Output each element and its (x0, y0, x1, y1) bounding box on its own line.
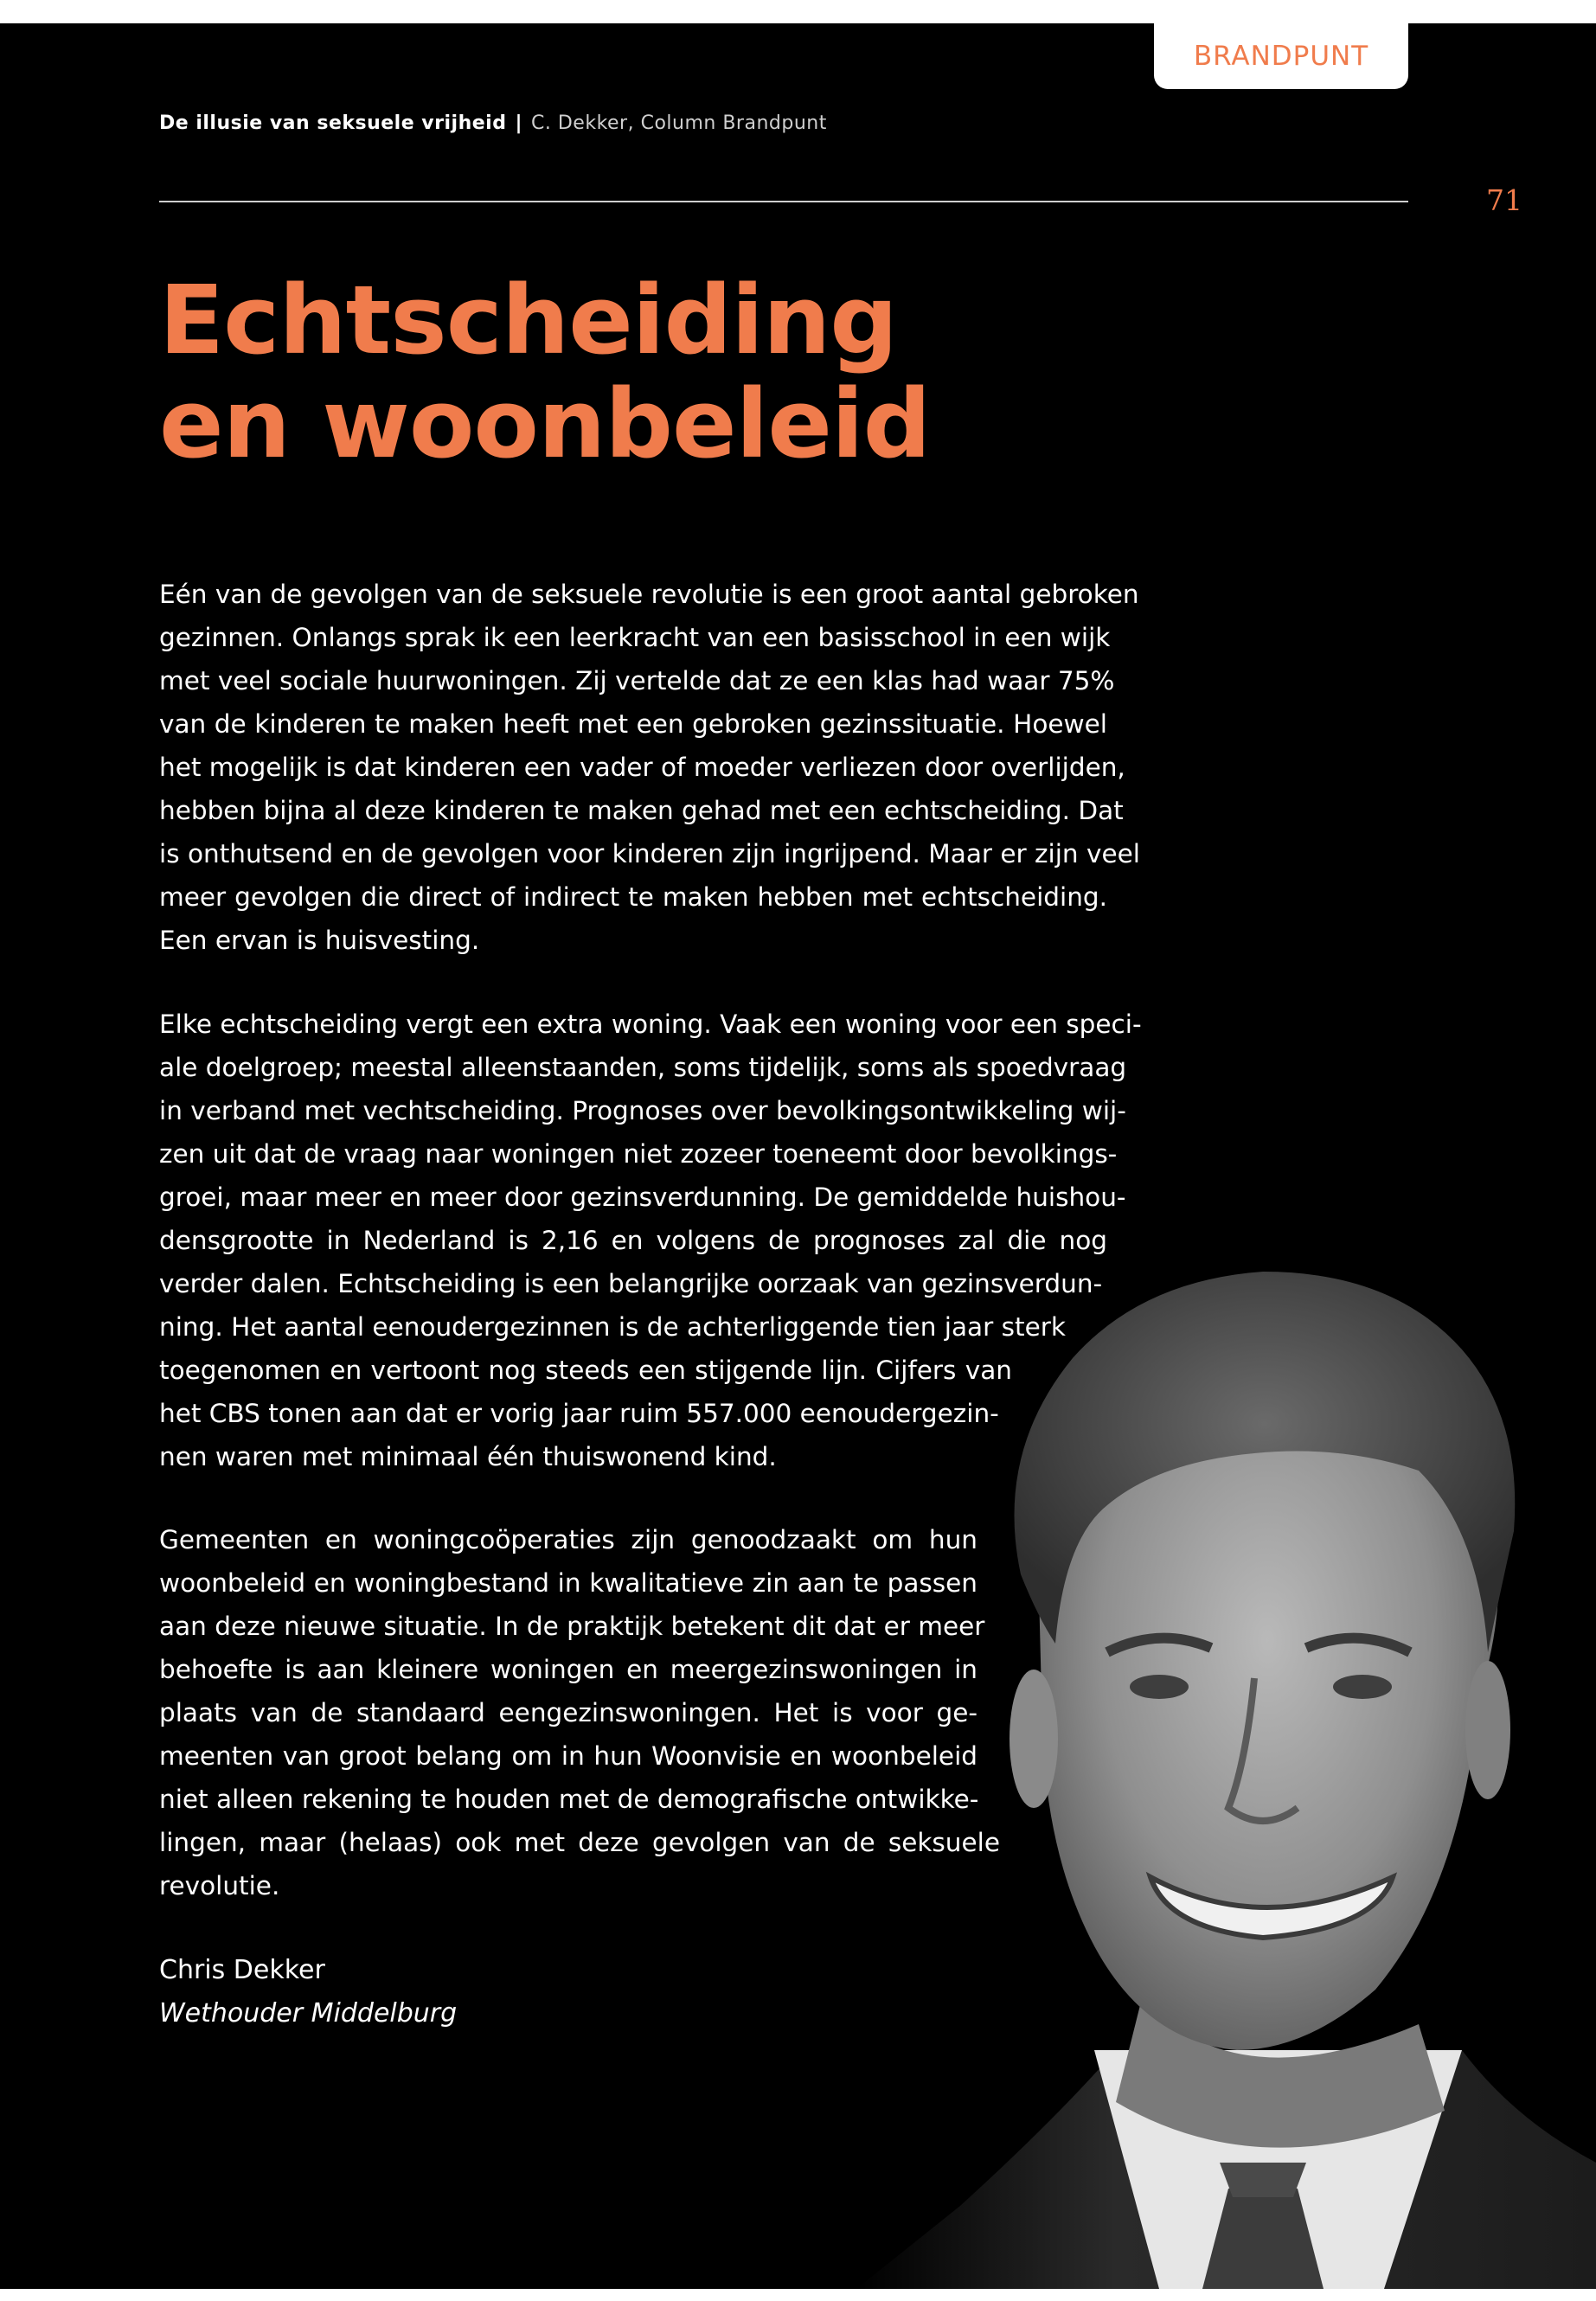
text-line: zen uit dat de vraag naar woningen niet zozeer toeneemt door bevolkings- (159, 1139, 1118, 1169)
text-line: densgrootte in Nederland is 2,16 en volgens de prognoses zal die nog (159, 1226, 1107, 1255)
article-title-line: en woonbeleid (159, 369, 931, 479)
text-line: plaats van de standaard eengezinswoningen. Het is voor ge- (159, 1698, 977, 1727)
section-tab: BRANDPUNT (1154, 23, 1408, 89)
text-line: niet alleen rekening te houden met de demografische ontwikke- (159, 1785, 979, 1814)
signature (159, 1949, 457, 2035)
text-line: gezinnen. Onlangs sprak ik een leerkracht van een basisschool in een wijk (159, 623, 1111, 652)
bottom-margin (0, 2289, 1596, 2301)
paragraph-1 (159, 573, 1140, 962)
article-title (159, 265, 931, 479)
text-line: behoefte is aan kleinere woningen en meergezinswoningen in (159, 1655, 977, 1684)
page-number: 71 (1486, 183, 1522, 217)
top-margin (0, 0, 1596, 23)
text-line: Een ervan is huisvesting. (159, 926, 480, 955)
signature-name: Chris Dekker (159, 1955, 325, 1985)
paragraph-2 (159, 1003, 1142, 1478)
text-line: met veel sociale huurwoningen. Zij vertelde dat ze een klas had waar 75% (159, 666, 1115, 695)
text-line: woonbeleid en woningbestand in kwalitatieve zin aan te passen (159, 1568, 977, 1598)
text-line: Elke echtscheiding vergt een extra woning. Vaak een woning voor een speci- (159, 1009, 1142, 1039)
article-title-line: Echtscheiding (159, 265, 898, 375)
text-line: aan deze nieuwe situatie. In de praktijk betekent dit dat er meer (159, 1612, 985, 1641)
text-line: verder dalen. Echtscheiding is een belangrijke oorzaak van gezinsverdun- (159, 1269, 1103, 1298)
text-line: ale doelgroep; meestal alleenstaanden, soms tijdelijk, soms als spoedvraag (159, 1053, 1127, 1082)
text-line: ning. Het aantal eenoudergezinnen is de achterliggende tien jaar sterk (159, 1312, 1066, 1342)
running-header-separator: | (515, 112, 522, 134)
running-header (159, 112, 827, 134)
text-line: is onthutsend en de gevolgen voor kinderen zijn ingrijpend. Maar er zijn veel (159, 839, 1140, 868)
paragraph-3 (159, 1518, 1000, 1907)
text-line: hebben bijna al deze kinderen te maken gehad met een echtscheiding. Dat (159, 796, 1124, 825)
text-line: nen waren met minimaal één thuiswonend kind. (159, 1442, 777, 1471)
text-line: lingen, maar (helaas) ook met deze gevolgen van de seksuele (159, 1828, 1000, 1857)
text-line: het mogelijk is dat kinderen een vader of moeder verliezen door overlijden, (159, 753, 1125, 782)
text-line: het CBS tonen aan dat er vorig jaar ruim 557.000 eenoudergezin- (159, 1399, 999, 1428)
text-line: Eén van de gevolgen van de seksuele revolutie is een groot aantal gebroken (159, 580, 1139, 609)
text-line: revolutie. (159, 1871, 280, 1900)
text-line: groei, maar meer en meer door gezinsverdunning. De gemiddelde huishou- (159, 1183, 1126, 1212)
signature-role: Wethouder Middelburg (159, 1998, 458, 2029)
text-line: meenten van groot belang om in hun Woonvisie en woonbeleid (159, 1741, 977, 1771)
header-rule (159, 201, 1408, 202)
text-line: meer gevolgen die direct of indirect te maken hebben met echtscheiding. (159, 882, 1107, 912)
text-line: Gemeenten en woningcoöperaties zijn genoodzaakt om hun (159, 1525, 977, 1554)
text-line: van de kinderen te maken heeft met een gebroken gezinssituatie. Hoewel (159, 709, 1107, 739)
running-header-author: C. Dekker, Column Brandpunt (531, 112, 827, 134)
running-header-title: De illusie van seksuele vrijheid (159, 112, 507, 134)
text-line: toegenomen en vertoont nog steeds een stijgende lijn. Cijfers van (159, 1356, 1012, 1385)
text-line: in verband met vechtscheiding. Prognoses over bevolkingsontwikkeling wij- (159, 1096, 1126, 1125)
